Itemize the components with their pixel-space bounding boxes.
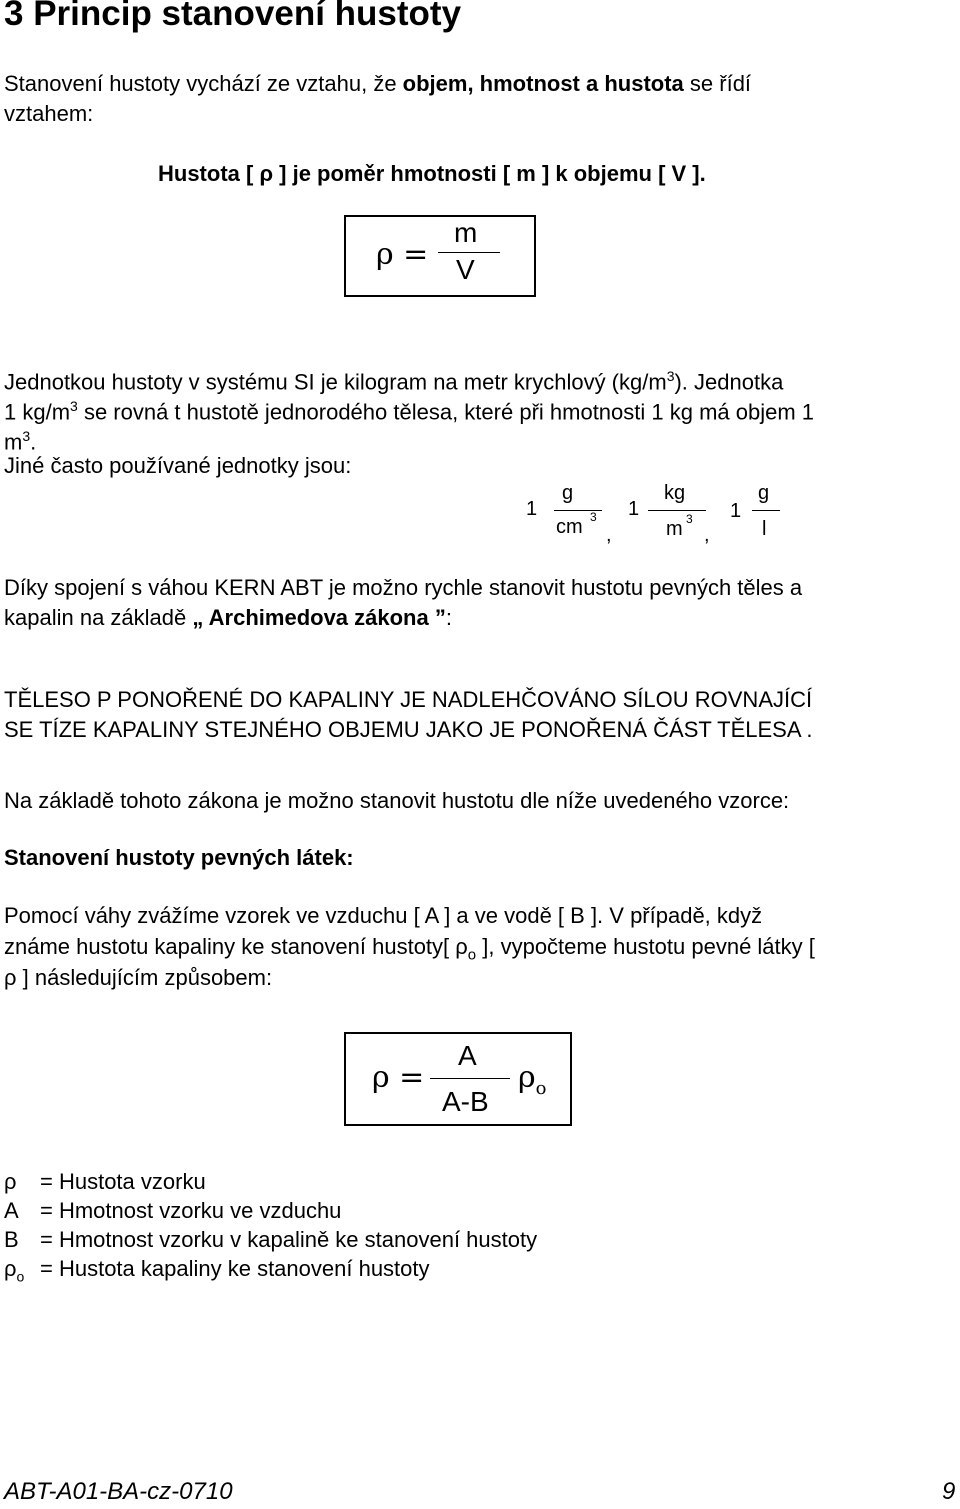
subscript: o [535,1078,547,1099]
subscript: o [467,946,477,964]
legend-row [4,1167,704,1196]
basis-text: Na základě tohoto zákona je možno stanovit hustotu dle níže uvedeného vzorce: [4,788,790,813]
unit-numerator: g [562,482,574,504]
unit-fraction-line [752,510,780,511]
symbol: B [4,1227,19,1252]
unit-denominator: cm [556,516,583,538]
law-line-2: SE TÍZE KAPALINY STEJNÉHO OBJEMU JAKO JE PONOŘENÁ ČÁST TĚLESA . [4,717,813,742]
legend-description: = Hmotnost vzorku v kapalině ke stanovení hustoty [40,1227,538,1252]
method-line-1: Pomocí váhy zvážíme vzorek ve vzduchu [ A ] a ve vodě [ B ]. V případě, když [4,903,763,928]
density-formula-box [344,215,536,297]
symbol-legend [4,1167,704,1283]
legend-symbol [4,1254,24,1291]
intro-line-2: vztahem: [4,101,94,126]
intro-text: Stanovení hustoty vychází ze vztahu, že [4,71,403,96]
symbol: ρ [4,1256,17,1281]
si-text: ). Jednotka [674,369,784,395]
formula-rho: ρ = [376,237,429,272]
unit-coef: 1 [628,498,640,520]
fraction-line [430,1078,510,1079]
superscript: 3 [22,428,31,444]
legend-row [4,1254,704,1283]
section-subheading: Stanovení hustoty pevných látek: [4,845,354,870]
unit-separator: , [606,524,612,546]
solid-density-formula-box [344,1032,572,1126]
formula-denominator: V [456,254,475,285]
si-text: Jednotkou hustoty v systému SI je kilogram na metr krychlový (kg/m [4,369,667,395]
unit-denominator: m [666,518,683,540]
archimedes-law-name: „ Archimedova zákona ” [192,605,446,630]
legend-description: = Hmotnost vzorku ve vzduchu [40,1198,342,1223]
formula-denominator: A-B [442,1086,489,1117]
rho-symbol: ρ [518,1060,536,1095]
law-line-1: TĚLESO P PONOŘENÉ DO KAPALINY JE NADLEHČOVÁNO SÍLOU ROVNAJÍCÍ [4,687,813,712]
unit-superscript: 3 [590,510,597,524]
unit-superscript: 3 [686,512,693,526]
subscript: o [16,1268,25,1285]
density-definition: Hustota [ ρ ] je poměr hmotnosti [ m ] k objemu [ V ]. [158,161,706,186]
si-text: . [30,429,37,455]
si-text: se rovná t hustotě jednorodého tělesa, které při hmotnosti 1 kg má objem 1 [77,399,815,425]
intro-bold: objem, hmotnost a hustota [402,71,684,96]
archimedes-text-end: : [445,605,452,630]
unit-coef: 1 [730,500,742,522]
unit-separator: , [704,524,710,546]
method-text: ], vypočteme hustotu pevné látky [ [476,934,815,959]
document-code: ABT-A01-BA-cz-0710 [4,1478,233,1505]
intro-text-end: se řídí [683,71,752,96]
si-line-2 [4,391,814,427]
method-line-3: ρ ] následujícím způsobem: [4,965,273,990]
unit-numerator: g [758,482,770,504]
fraction-line [438,252,500,253]
si-text: m [4,429,23,455]
symbol: ρ [4,1169,17,1194]
archimedes-line-2 [4,603,452,633]
intro-line-1 [4,69,751,99]
superscript: 3 [70,398,78,414]
formula-numerator: A [458,1040,477,1071]
si-text: 1 kg/m [4,399,71,425]
legend-row [4,1196,704,1225]
unit-coef: 1 [526,498,538,520]
archimedes-text: kapalin na základě [4,605,193,630]
legend-row [4,1225,704,1254]
legend-description: = Hustota kapaliny ke stanovení hustoty [40,1256,430,1281]
method-text: známe hustotu kapaliny ke stanovení hustoty[ ρ [4,934,468,959]
symbol: A [4,1198,19,1223]
formula-rho-liquid [518,1060,546,1099]
unit-denominator: l [762,518,767,540]
unit-fraction-line [648,510,706,511]
formula-rho: ρ = [372,1060,425,1095]
page-title: 3 Princip stanovení hustoty [4,0,462,33]
unit-numerator: kg [664,482,686,504]
formula-numerator: m [454,217,478,248]
archimedes-line-1: Díky spojení s váhou KERN ABT je možno rychle stanovit hustotu pevných těles a [4,575,803,600]
legend-description: = Hustota vzorku [40,1169,206,1194]
units-group [520,478,790,548]
superscript: 3 [666,368,675,384]
page-number: 9 [942,1478,956,1505]
si-line-4: Jiné často používané jednotky jsou: [4,453,352,478]
